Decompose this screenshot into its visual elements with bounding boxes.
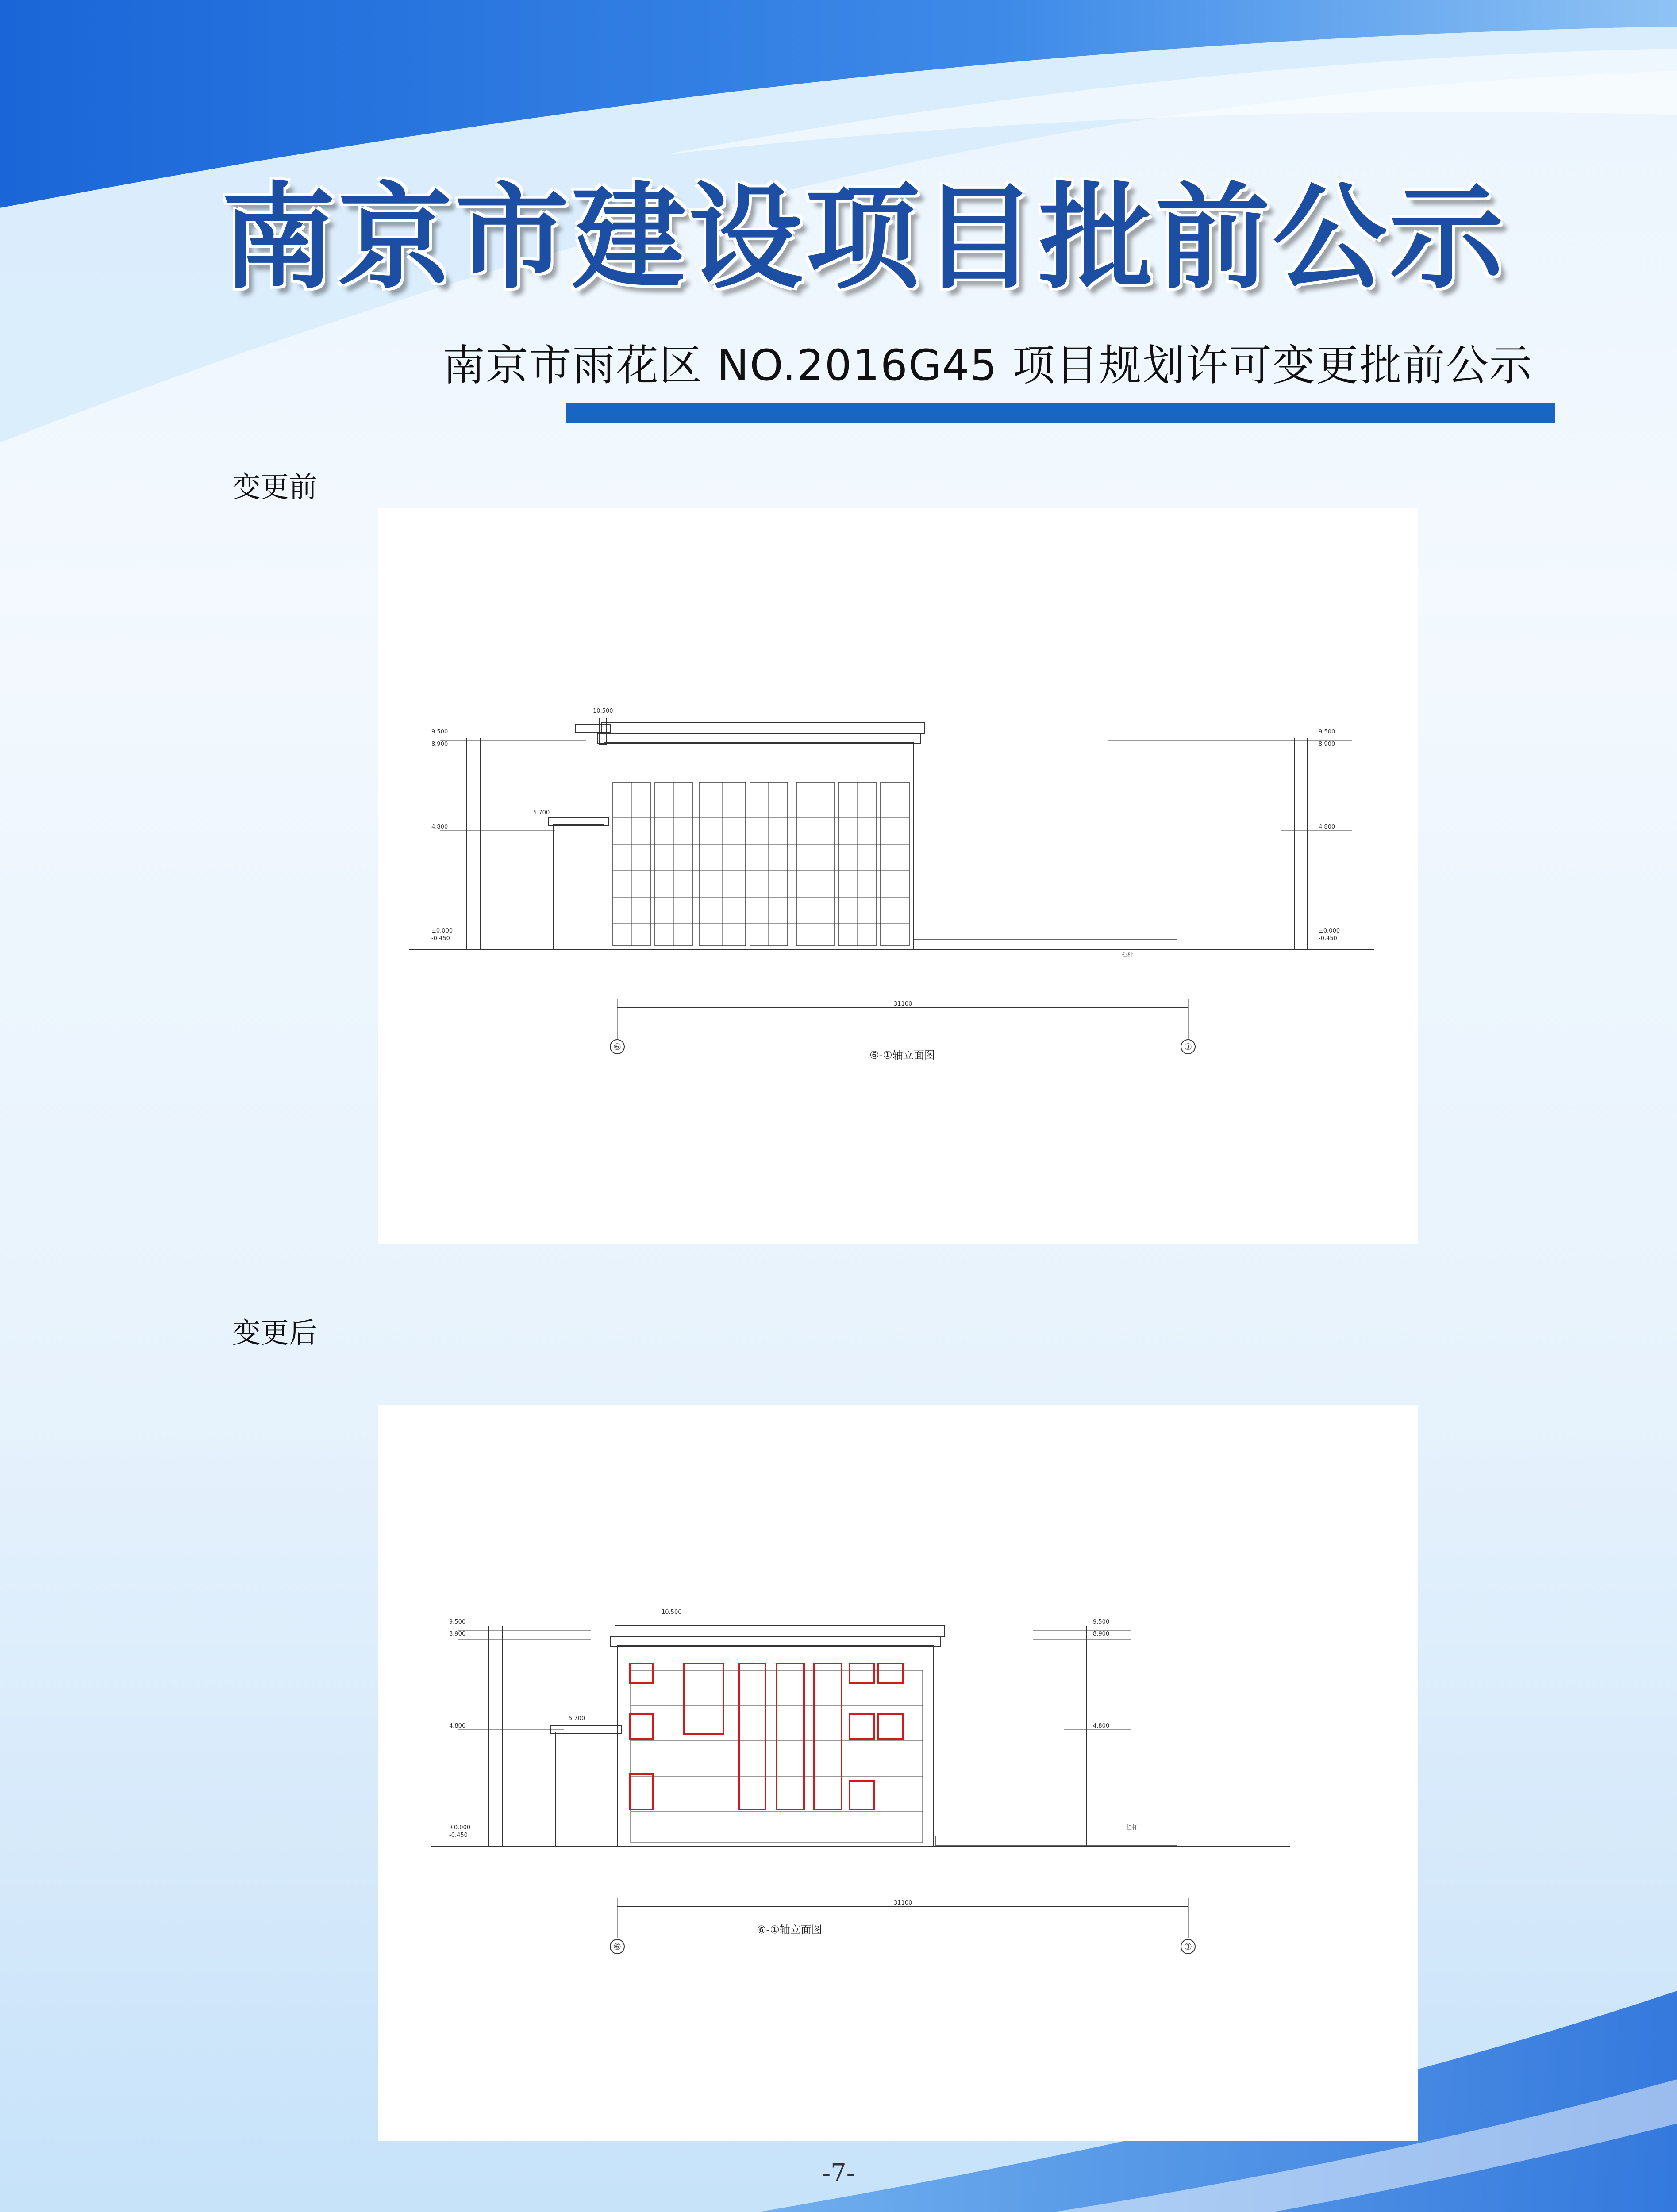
after-label: 变更后: [232, 1317, 317, 1350]
ground-note: 栏杆: [1126, 1824, 1138, 1831]
axis-left-label: ⑥: [613, 1941, 621, 1952]
elev-label-9500: 9.500: [431, 729, 448, 735]
axis-right-label: ①: [1184, 1941, 1192, 1952]
elev-label-8900-right: 8.900: [1319, 741, 1335, 748]
page-title: 南京市建设项目批前公示: [221, 170, 1506, 304]
elev-label-neg0450-right: -0.450: [1319, 935, 1337, 942]
drawing-title-after: ⑥-①轴立面图: [757, 1924, 822, 1936]
before-label: 变更前: [232, 471, 317, 504]
subtitle-underline: [566, 403, 1555, 423]
after-drawing: [378, 1405, 1418, 2141]
drawing-title-before: ⑥-①轴立面图: [869, 1049, 935, 1061]
roof-level: 10.500: [662, 1609, 682, 1616]
elev-label-0000-right: ±0.000: [1319, 928, 1340, 934]
elev-label-8900: 8.900: [431, 741, 448, 748]
axis-right-label: ①: [1184, 1041, 1192, 1052]
elev-label-9500-right: 9.500: [1093, 1619, 1110, 1625]
elevation-drawing-after: [378, 1405, 1418, 2141]
elev-label-neg0450: -0.450: [449, 1832, 468, 1839]
elev-label-8900: 8.900: [449, 1631, 466, 1637]
elev-label-0000: ±0.000: [449, 1824, 471, 1831]
elevation-drawing-before: [378, 508, 1418, 1244]
side-level: 5.700: [533, 810, 550, 816]
project-subtitle: 南京市雨花区 NO.2016G45 项目规划许可变更批前公示: [442, 341, 1533, 390]
elev-label-9500: 9.500: [449, 1619, 466, 1625]
elev-label-4800: 4.800: [431, 824, 448, 830]
total-dim: 31100: [894, 1001, 912, 1007]
page-number: -7-: [822, 2159, 855, 2188]
change-markups: [630, 1663, 903, 1809]
total-dim: 31100: [894, 1900, 912, 1906]
elev-label-4800-right: 4.800: [1319, 824, 1335, 830]
roof-level: 10.500: [593, 708, 613, 714]
elev-label-9500-right: 9.500: [1319, 729, 1335, 735]
elev-label-neg0450: -0.450: [431, 935, 450, 942]
elev-label-4800: 4.800: [449, 1723, 466, 1729]
side-level: 5.700: [569, 1715, 585, 1722]
ground-note: 栏杆: [1122, 952, 1134, 958]
elev-label-8900-right: 8.900: [1093, 1631, 1110, 1637]
elev-label-0000: ±0.000: [431, 928, 453, 934]
axis-left-label: ⑥: [613, 1041, 621, 1052]
before-drawing: [378, 508, 1418, 1244]
elev-label-4800-right: 4.800: [1093, 1723, 1110, 1729]
